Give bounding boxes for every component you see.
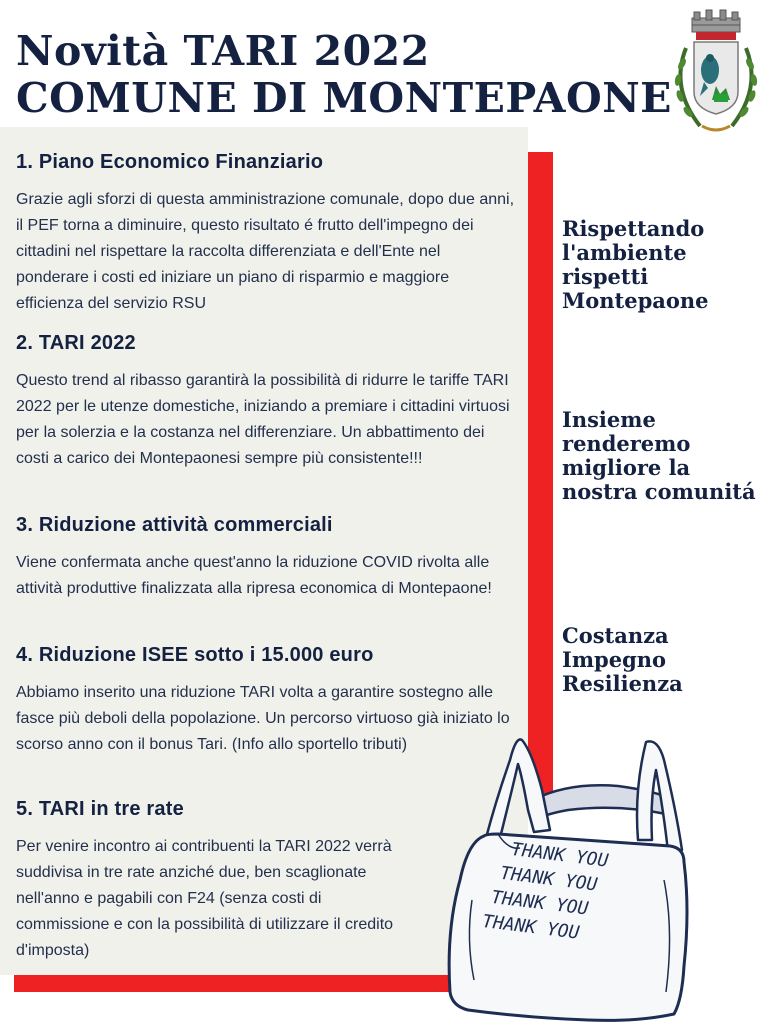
slogan-ambiente: Rispettando l'ambiente rispetti Montepaone [562,216,709,313]
section-heading: 1. Piano Economico Finanziario [16,151,324,173]
section-body: Viene confermata anche quest'anno la riduzione COVID rivolta alle attività produttive finalizzata alla ripresa economica di Montepaone! [16,554,492,597]
title-line-2: COMUNE DI MONTEPAONE [16,74,672,122]
section-body: Abbiamo inserito una riduzione TARI volta a garantire sostegno alle fasce più deboli della popolazione. Un percorso virtuoso già iniziato lo scorso anno con il bonus Tari. (Info allo sportello tributi) [16,684,510,753]
section-heading: 3. Riduzione attività commerciali [16,514,333,536]
title-line-1: Novità TARI 2022 [16,27,430,75]
shopping-bag-icon [438,730,700,1024]
section-riduzione-commerciali [16,512,516,602]
slogan-comunita: Insieme renderemo migliore la nostra comunitá [562,407,756,504]
bag-text-line: THANK YOU [510,838,610,872]
section-body: Per venire incontro ai contribuenti la TARI 2022 verrà suddivisa in tre rate anziché due, ben scaglionate nell'anno e pagabili con F24 (senza costi di commissione e con la possibilità di utilizzare il credito d'imposta) [16,838,394,959]
section-piano-economico [16,149,516,317]
section-tari-2022 [16,330,516,472]
red-accent-bar-vertical [527,152,553,812]
page-title [16,28,672,122]
section-heading: 2. TARI 2022 [16,332,136,354]
section-heading: 4. Riduzione ISEE sotto i 15.000 euro [16,644,374,666]
bag-text-line: THANK YOU [490,886,590,920]
section-heading: 5. TARI in tre rate [16,798,184,820]
bag-text-line: THANK YOU [481,910,581,944]
section-body: Questo trend al ribasso garantirà la possibilità di ridurre le tariffe TARI 2022 per le utenze domestiche, iniziando a premiare i cittadini virtuosi per la solerzia e la costanza nel differenziare. Un abbattimento dei costi a carico dei Montepaonesi sempre più consistente!!! [16,372,510,467]
section-body: Grazie agli sforzi di questa amministrazione comunale, dopo due anni, il PEF torna a diminuire, questo risultato é frutto dell'impegno dei cittadini nel rispettare la raccolta differenziata e dell'Ente nel ponderare i costi ed iniziare un piano di risparmio e maggiore efficienza del servizio RSU [16,191,515,312]
bag-text-line: THANK YOU [499,862,599,896]
municipal-crest-icon [664,8,768,144]
slogan-valori: Costanza Impegno Resilienza [562,623,683,696]
